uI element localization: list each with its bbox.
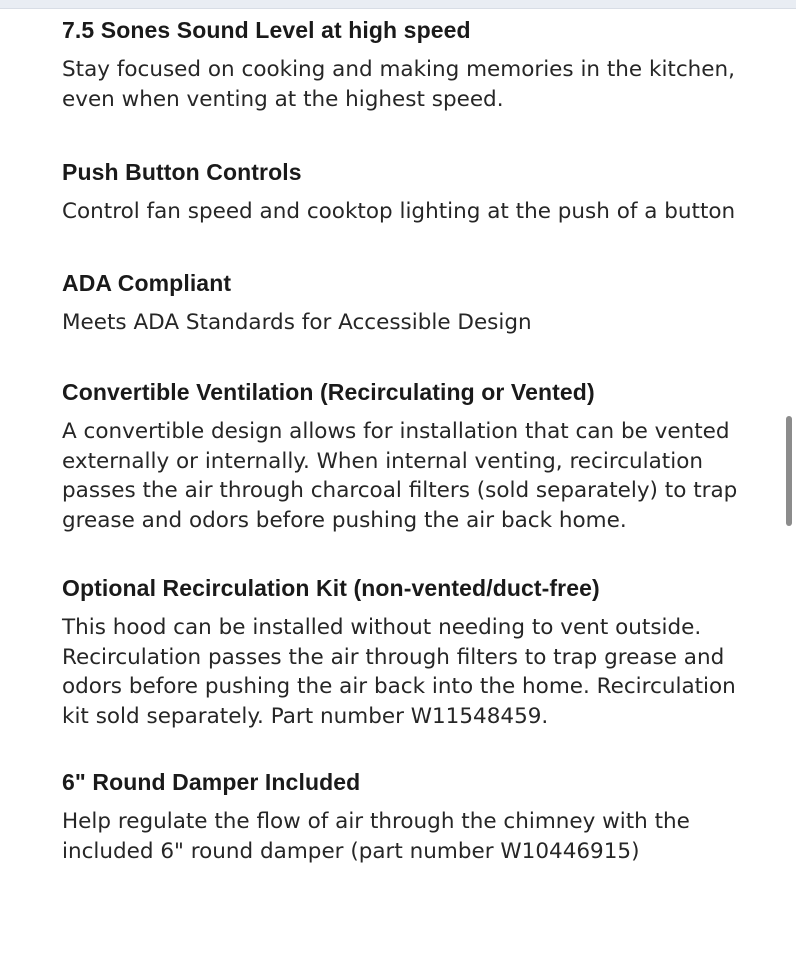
feature-title: 6" Round Damper Included (62, 769, 361, 795)
feature-ada-compliant (62, 267, 762, 338)
feature-list (62, 14, 762, 866)
top-browser-edge (0, 0, 796, 9)
feature-description: Help regulate the flow of air through the chimney with the included 6" round damper (part number W10446915) (62, 809, 690, 864)
feature-push-button-controls (62, 156, 762, 227)
feature-title: ADA Compliant (62, 269, 232, 296)
feature-title: 7.5 Sones Sound Level at high speed (62, 17, 471, 43)
feature-description: This hood can be installed without needing to vent outside. Recirculation passes the air through filters to trap grease and odors before pushing the air back into the home. Recirculation kit sold separately. Part number W11548459. (62, 615, 736, 729)
feature-title: Convertible Ventilation (Recirculating or Vented) (62, 379, 595, 405)
feature-round-damper (62, 766, 762, 866)
feature-convertible-ventilation (62, 376, 762, 535)
feature-description: Stay focused on cooking and making memories in the kitchen, even when venting at the highest speed. (62, 57, 735, 112)
vertical-scrollbar[interactable] (786, 416, 792, 526)
feature-title: Optional Recirculation Kit (non-vented/duct-free) (62, 575, 600, 601)
feature-sound-level (62, 14, 762, 114)
feature-description: Meets ADA Standards for Accessible Design (62, 309, 532, 335)
feature-title: Push Button Controls (62, 159, 302, 185)
feature-recirculation-kit (62, 572, 762, 731)
feature-description: A convertible design allows for installation that can be vented externally or internally. When internal venting, recirculation passes the air through charcoal filters (sold separately) to trap grease and odors before pushing the air back home. (62, 419, 738, 533)
feature-description: Control fan speed and cooktop lighting at the push of a button (62, 199, 736, 224)
